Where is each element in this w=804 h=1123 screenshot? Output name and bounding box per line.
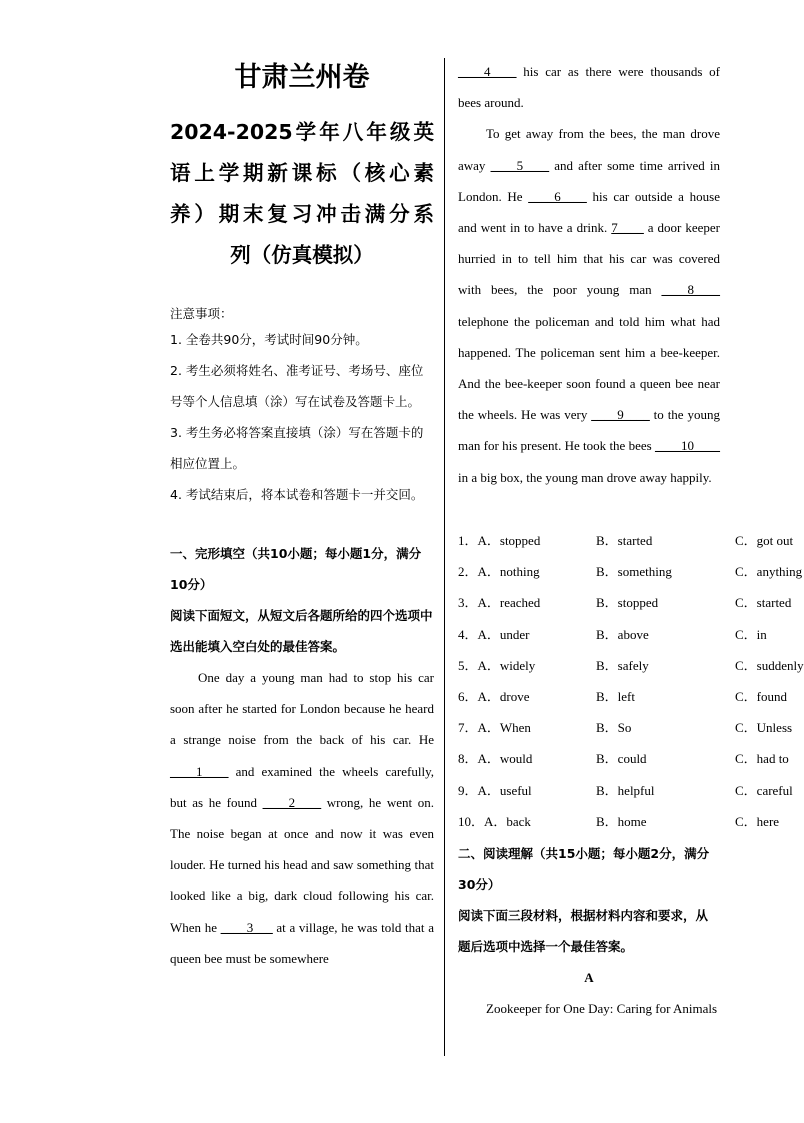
section2-heading: 二、阅读理解（共15小题；每小题2分，满分30分） [458, 846, 710, 892]
passage-text: To get away from the bees, the man drove away [458, 126, 720, 173]
option-c: C．found [735, 688, 788, 704]
passage-text: at a village, he was told that a queen bee must be somewhere [170, 919, 434, 966]
passage-text: and examined the wheels carefully, but as he found [170, 763, 434, 810]
option-row [458, 775, 794, 806]
option-b: B．could [596, 751, 647, 767]
option-b: B．home [596, 813, 647, 829]
part-label: A [584, 970, 594, 985]
option-row [458, 650, 804, 681]
option-row [458, 681, 794, 712]
option-a: 10．A．back [458, 813, 531, 829]
option-c: C．had to [735, 751, 789, 767]
option-c: C．started [735, 595, 792, 611]
option-c: C．suddenly [735, 657, 804, 673]
section2 [458, 838, 720, 1024]
option-row [458, 806, 794, 837]
option-row [458, 525, 794, 556]
passage-text: his car outside a house and went in to have a drink. [458, 188, 720, 236]
cloze-paragraph-2 [458, 118, 720, 492]
note-item: 3. 考生务必将答案直接填（涂）写在答题卡的相应位置上。 [170, 425, 424, 471]
option-c: C．careful [735, 782, 793, 798]
blank-10: ____10____ [655, 438, 720, 454]
option-b: B．something [596, 564, 672, 580]
cloze-options [458, 525, 804, 837]
passage-text: telephone the policeman and told him what had happened. The policeman sent him a bee-keeper. And the bee-keeper soon found a queen bee near the wheels. He was very [458, 313, 720, 423]
passage-text: One day a young man had to stop his car soon after he started for London because he heard a strange noise from the back of his car. He [170, 670, 434, 748]
column-divider [444, 58, 445, 1056]
option-a: 2．A．nothing [458, 564, 540, 580]
passage-text: his car as there were thousands of bees around. [458, 64, 720, 111]
region-title: 甘肃兰州卷 [234, 62, 370, 93]
option-row [458, 587, 794, 618]
option-b: B．left [596, 688, 635, 704]
option-b: B．above [596, 626, 649, 642]
left-column [170, 56, 434, 974]
note-item: 4. 考试结束后，将本试卷和答题卡一并交回。 [170, 487, 424, 502]
option-b: B．started [596, 533, 653, 548]
blank-7: 7____ [611, 220, 644, 236]
option-b: B．So [596, 720, 632, 736]
option-c: C．in [735, 626, 767, 642]
option-c: C．here [735, 813, 780, 829]
reading-passage-title: Zookeeper for One Day: Caring for Animals [486, 1001, 718, 1017]
option-a: 4．A．under [458, 626, 530, 642]
option-c: C．Unless [735, 720, 793, 736]
exam-title-line: 列（仿真模拟） [230, 243, 374, 267]
option-c: C．got out [735, 533, 794, 548]
passage-text: a door keeper hurried in to tell him that his car was covered with bees, the poor young man [458, 220, 720, 298]
option-row [458, 743, 794, 774]
option-b: B．helpful [596, 782, 655, 798]
notes-heading: 注意事项： [170, 306, 233, 321]
option-a: 6．A．drove [458, 688, 530, 704]
blank-1: ____1____ [170, 763, 229, 779]
section1-heading: 一、完形填空（共10小题；每小题1分，满分10分） [170, 546, 422, 592]
cloze-paragraph-1-cont [458, 56, 720, 118]
blank-2: ____2____ [262, 794, 322, 810]
note-item: 2. 考生必须将姓名、准考证号、考场号、座位号等个人信息填（涂）写在试卷及答题卡上。 [170, 363, 424, 409]
option-row [458, 712, 794, 743]
passage-text: in a big box, the young man drove away happily. [458, 469, 712, 485]
option-row [458, 619, 794, 650]
exam-title-line: 养）期末复习冲击满分系 [170, 202, 434, 226]
exam-title-line: 2024-2025学年八年级英 [170, 120, 434, 144]
passage-text: wrong, he went on. The noise began at once and now it was even louder. He turned his head and saw something that looked like a big, dark cloud following his car. When he [170, 794, 434, 935]
blank-5: ____5____ [490, 157, 550, 173]
option-a: 7．A．When [458, 720, 531, 736]
section2-instruction: 阅读下面三段材料，根据材料内容和要求，从题后选项中选择一个最佳答案。 [458, 908, 709, 954]
passage-text: to the young man for his present. He took the bees [458, 407, 720, 454]
option-b: B．safely [596, 657, 649, 673]
blank-3: ____3___ [220, 919, 273, 935]
option-row [458, 556, 803, 587]
blank-4: ____4____ [458, 64, 517, 79]
right-column [458, 56, 720, 493]
blank-8: ____8____ [661, 282, 720, 298]
option-a: 9．A．useful [458, 782, 532, 798]
exam-title-line: 语上学期新课标（核心素 [170, 161, 434, 185]
option-a: 8．A．would [458, 751, 533, 767]
option-c: C．anything [735, 564, 803, 580]
option-a: 5．A．widely [458, 657, 536, 673]
option-b: B．stopped [596, 595, 659, 611]
blank-9: ____9____ [591, 407, 650, 423]
note-item: 1. 全卷共90分，考试时间90分钟。 [170, 332, 368, 347]
option-a: 3．A．reached [458, 595, 541, 611]
exam-title [170, 112, 434, 276]
blank-6: ____6____ [528, 188, 587, 204]
option-a: 1．A．stopped [458, 533, 541, 548]
section1-instruction: 阅读下面短文，从短文后各题所给的四个选项中选出能填入空白处的最佳答案。 [170, 608, 433, 654]
passage-text: and after some time arrived in London. He [458, 157, 720, 204]
cloze-paragraph-1 [170, 662, 434, 974]
